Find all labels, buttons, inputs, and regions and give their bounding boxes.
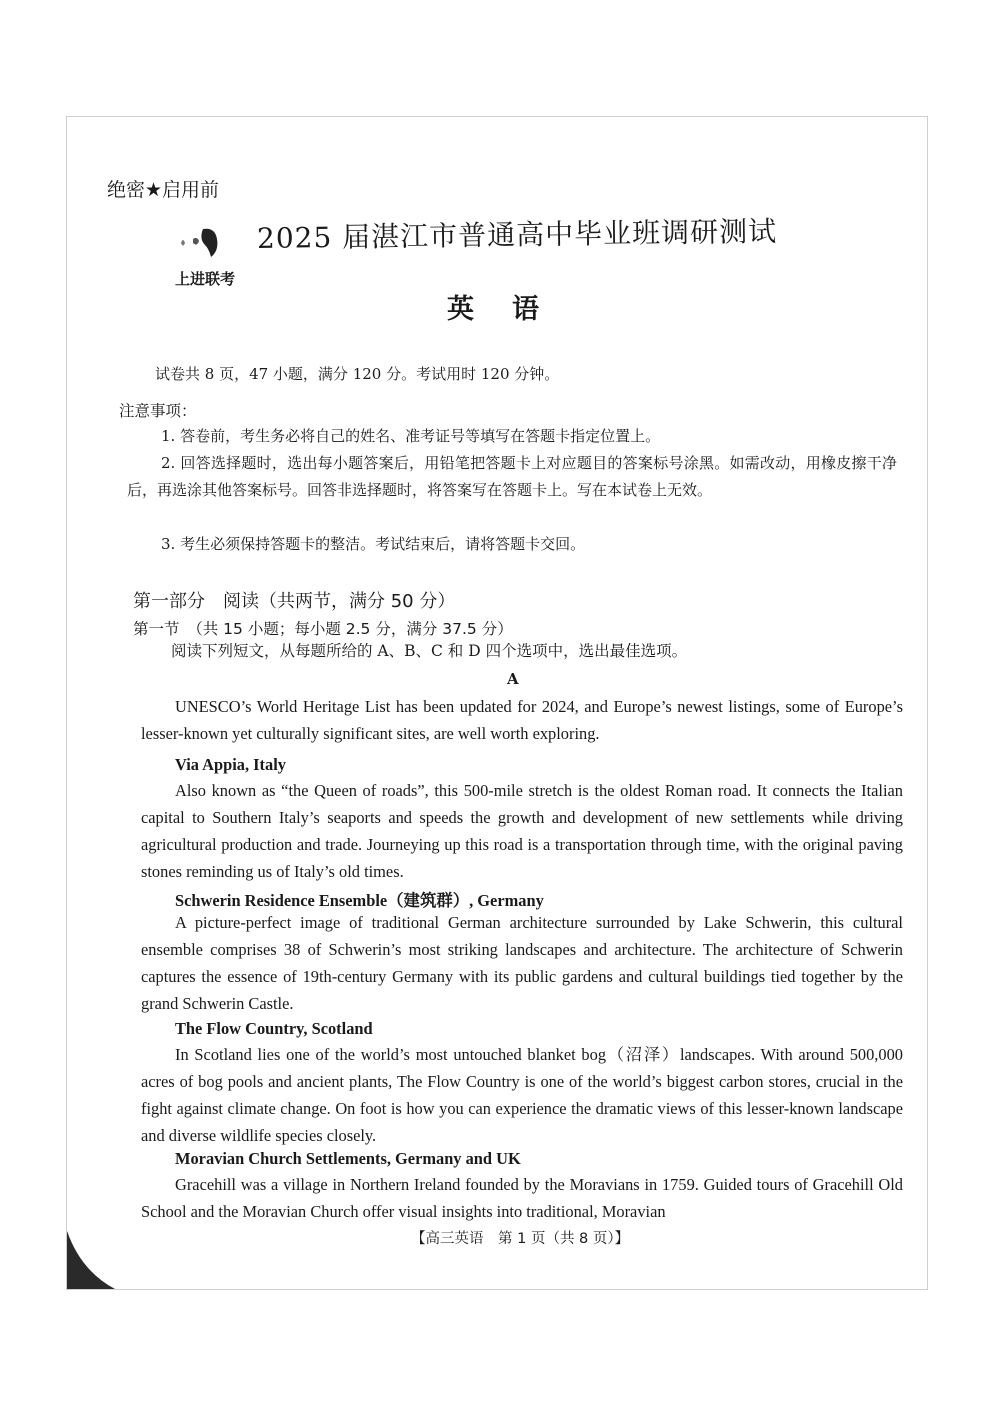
notice-item: 3. 考生必须保持答题卡的整洁。考试结束后，请将答题卡交回。 (161, 535, 586, 553)
part-heading: 第一部分 阅读（共两节，满分 50 分） (133, 591, 456, 612)
section-instruction: 阅读下列短文，从每题所给的 A、B、C 和 D 四个选项中，选出最佳选项。 (171, 642, 688, 660)
exam-title: 2025 届湛江市普通高中毕业班调研测试 (256, 214, 778, 255)
scan-shadow-icon (67, 1231, 115, 1289)
passage-paragraph: Also known as “the Queen of roads”, this 500-mile stretch is the oldest Roman road. It connects the Italian capital to Southern Italy’s seaports and speeds the growth and development of new settlements while driving agricultural production and trade. Journeying up this road is a transportation through time, with the original paving stones reminding us of Italy’s old times. (141, 781, 903, 881)
confidential-mark: 绝密★启用前 (107, 179, 220, 201)
passage-label: A (507, 670, 519, 688)
passage-subheading: Moravian Church Settlements, Germany and UK (175, 1149, 521, 1168)
passage-subheading: Schwerin Residence Ensemble（建筑群）, Germany (175, 891, 544, 910)
notice-item: 2. 回答选择题时，选出每小题答案后，用铅笔把答题卡上对应题目的答案标号涂黑。如需改动，用橡皮擦干净后，再选涂其他答案标号。回答非选择题时，将答案写在答题卡上。写在本试卷上无效。 (127, 454, 897, 499)
passage-paragraph: In Scotland lies one of the world’s most untouched blanket bog（沼泽）landscapes. With around 500,000 acres of bog pools and ancient plants, The Flow Country is one of the world’s biggest carbon stores, crucial in the fight against climate change. On foot is how you can experience the dramatic views of this lesser-known landscape and diverse wildlife species closely. (141, 1045, 903, 1145)
passage-paragraph: Gracehill was a village in Northern Ireland founded by the Moravians in 1759. Guided tours of Gracehill Old School and the Moravian Church offer visual insights into traditional, Moravian (141, 1175, 903, 1221)
passage-paragraph: A picture-perfect image of traditional German architecture surrounded by Lake Schwerin, this cultural ensemble comprises 38 of Schwerin’s most striking landscapes and architecture. The architecture of Schwerin captures the essence of 19th-century Germany with its public gardens and cultural buildings tied together by the grand Schwerin Castle. (141, 913, 903, 1013)
logo-text: 上进联考 (175, 270, 236, 288)
subject-title: 英语 (447, 294, 577, 325)
passage-subheading: Via Appia, Italy (175, 755, 286, 774)
exam-page (66, 116, 928, 1290)
notice-heading: 注意事项： (119, 402, 197, 420)
passage-intro: UNESCO’s World Heritage List has been updated for 2024, and Europe’s newest listings, some of Europe’s lesser-known yet culturally significant sites, are well worth exploring. (141, 697, 903, 743)
logo-icon (177, 225, 229, 259)
passage-subheading: The Flow Country, Scotland (175, 1019, 373, 1038)
page-footer: 【高三英语 第 1 页（共 8 页）】 (411, 1231, 630, 1247)
exam-meta: 试卷共 8 页，47 小题，满分 120 分。考试用时 120 分钟。 (155, 365, 560, 383)
section-heading: 第一节 （共 15 小题；每小题 2.5 分，满分 37.5 分） (133, 620, 513, 638)
notice-item: 1. 答卷前，考生务必将自己的姓名、准考证号等填写在答题卡指定位置上。 (161, 427, 661, 445)
